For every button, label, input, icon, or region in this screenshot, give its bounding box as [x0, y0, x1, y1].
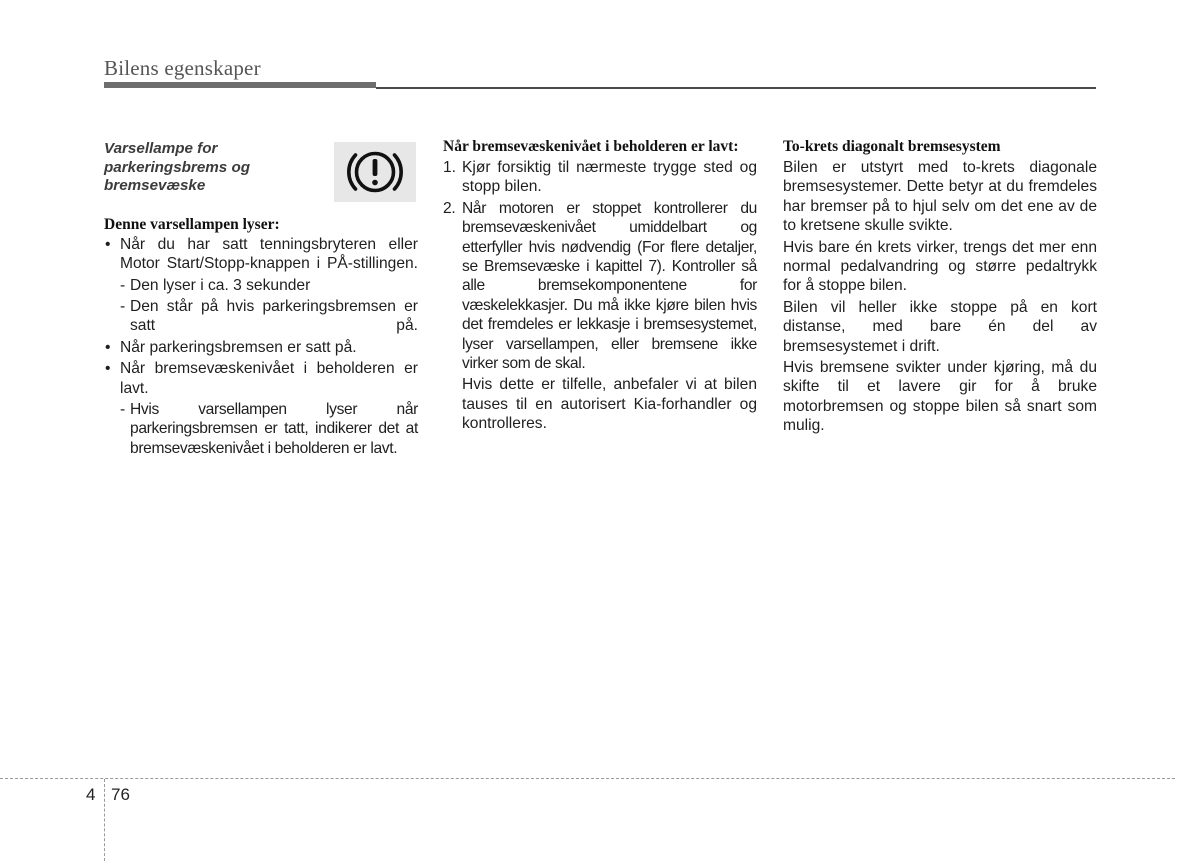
header-title: Bilens egenskaper [104, 56, 261, 80]
list-item [104, 338, 418, 357]
bullet-text: Når du har satt tenningsbryteren eller Motor Start/Stopp-knappen i PÅ-stillingen. [120, 235, 418, 273]
chapter-number: 4 [86, 785, 96, 804]
step-number: 1. [443, 159, 457, 176]
tow-advice: Hvis dette er tilfelle, anbefaler vi at bilen tauses til en autorisert Kia-forhandler og kontrolleres. [462, 376, 757, 433]
paragraph: Hvis bremsene svikter under kjøring, må du skifte til et lavere gir for å bruke motorbremsen og stoppe bilen så snart som mulig. [783, 359, 1097, 435]
paragraph: Hvis bare én krets virker, trengs det mer enn normal pedalvandring og større pedaltrykk for å stoppe bilen. [783, 238, 1097, 295]
footer-divider [104, 779, 105, 861]
list-item [104, 276, 418, 295]
list-item [104, 359, 418, 398]
bullet-text: Når parkeringsbremsen er satt på. [120, 338, 357, 356]
column-left [104, 138, 418, 458]
dash-mark: - [120, 401, 125, 419]
list-item [104, 235, 418, 274]
header-bar [104, 82, 376, 88]
sub-text: Den står på hvis parkeringsbremsen er satt på. [130, 298, 418, 335]
dash-mark: - [120, 298, 126, 315]
warning-lamp-box [334, 142, 416, 202]
brake-warning-icon [346, 144, 404, 200]
list-item [443, 158, 757, 197]
paragraph: Bilen er utstyrt med to-krets diagonale bremsesystemer. Dette betyr at du fremdeles har bremser på to hjul selv om det ene av de to kretsene skulle svikte. [783, 159, 1097, 235]
list-item [104, 400, 418, 458]
step-text: Kjør forsiktig til nærmeste trygge sted og stopp bilen. [462, 159, 757, 196]
step-text: Når motoren er stoppet kontrollerer du bremsevæskenivået umiddelbart og etterfyller hvis nødvendig (For flere detaljer, se Bremsevæske i kapittel 7). Kontroller så alle bremsekomponentene for væskelekkasjer. Du må ikke kjøre bilen hvis det fremdeles er lekkasje i bremsesystemet, lyser varsellampen, eller bremsene ikke virker som de skal. [462, 199, 757, 373]
list-item [443, 199, 757, 374]
column-right [783, 138, 1097, 436]
bullet-text: Når bremsevæskenivået i beholderen er lavt. [120, 360, 418, 397]
step-number: 2. [443, 199, 456, 217]
sub-text: Hvis varsellampen lyser når parkeringsbremsen er tatt, indikerer det at bremsevæskenivået i beholderen er lavt. [130, 401, 418, 457]
header-rule [376, 87, 1096, 89]
paragraph: Bilen vil heller ikke stoppe på en kort distanse, med bare én del av bremsesystemet i drift. [783, 298, 1097, 355]
list-item [104, 297, 418, 336]
lamp-title: Varsellampe for parkeringsbrems og bremsevæske [104, 140, 251, 195]
sub-text: Den lyser i ca. 3 sekunder [130, 276, 311, 294]
footer-rule [0, 778, 1175, 779]
dual-circuit-heading: To-krets diagonalt bremsesystem [783, 138, 1001, 155]
column-middle [443, 138, 757, 434]
lights-heading: Denne varsellampen lyser: [104, 215, 280, 233]
fluid-low-heading: Når bremsevæskenivået i beholderen er lavt: [443, 138, 739, 155]
dash-mark: - [120, 276, 126, 294]
page-number: 76 [111, 785, 130, 804]
